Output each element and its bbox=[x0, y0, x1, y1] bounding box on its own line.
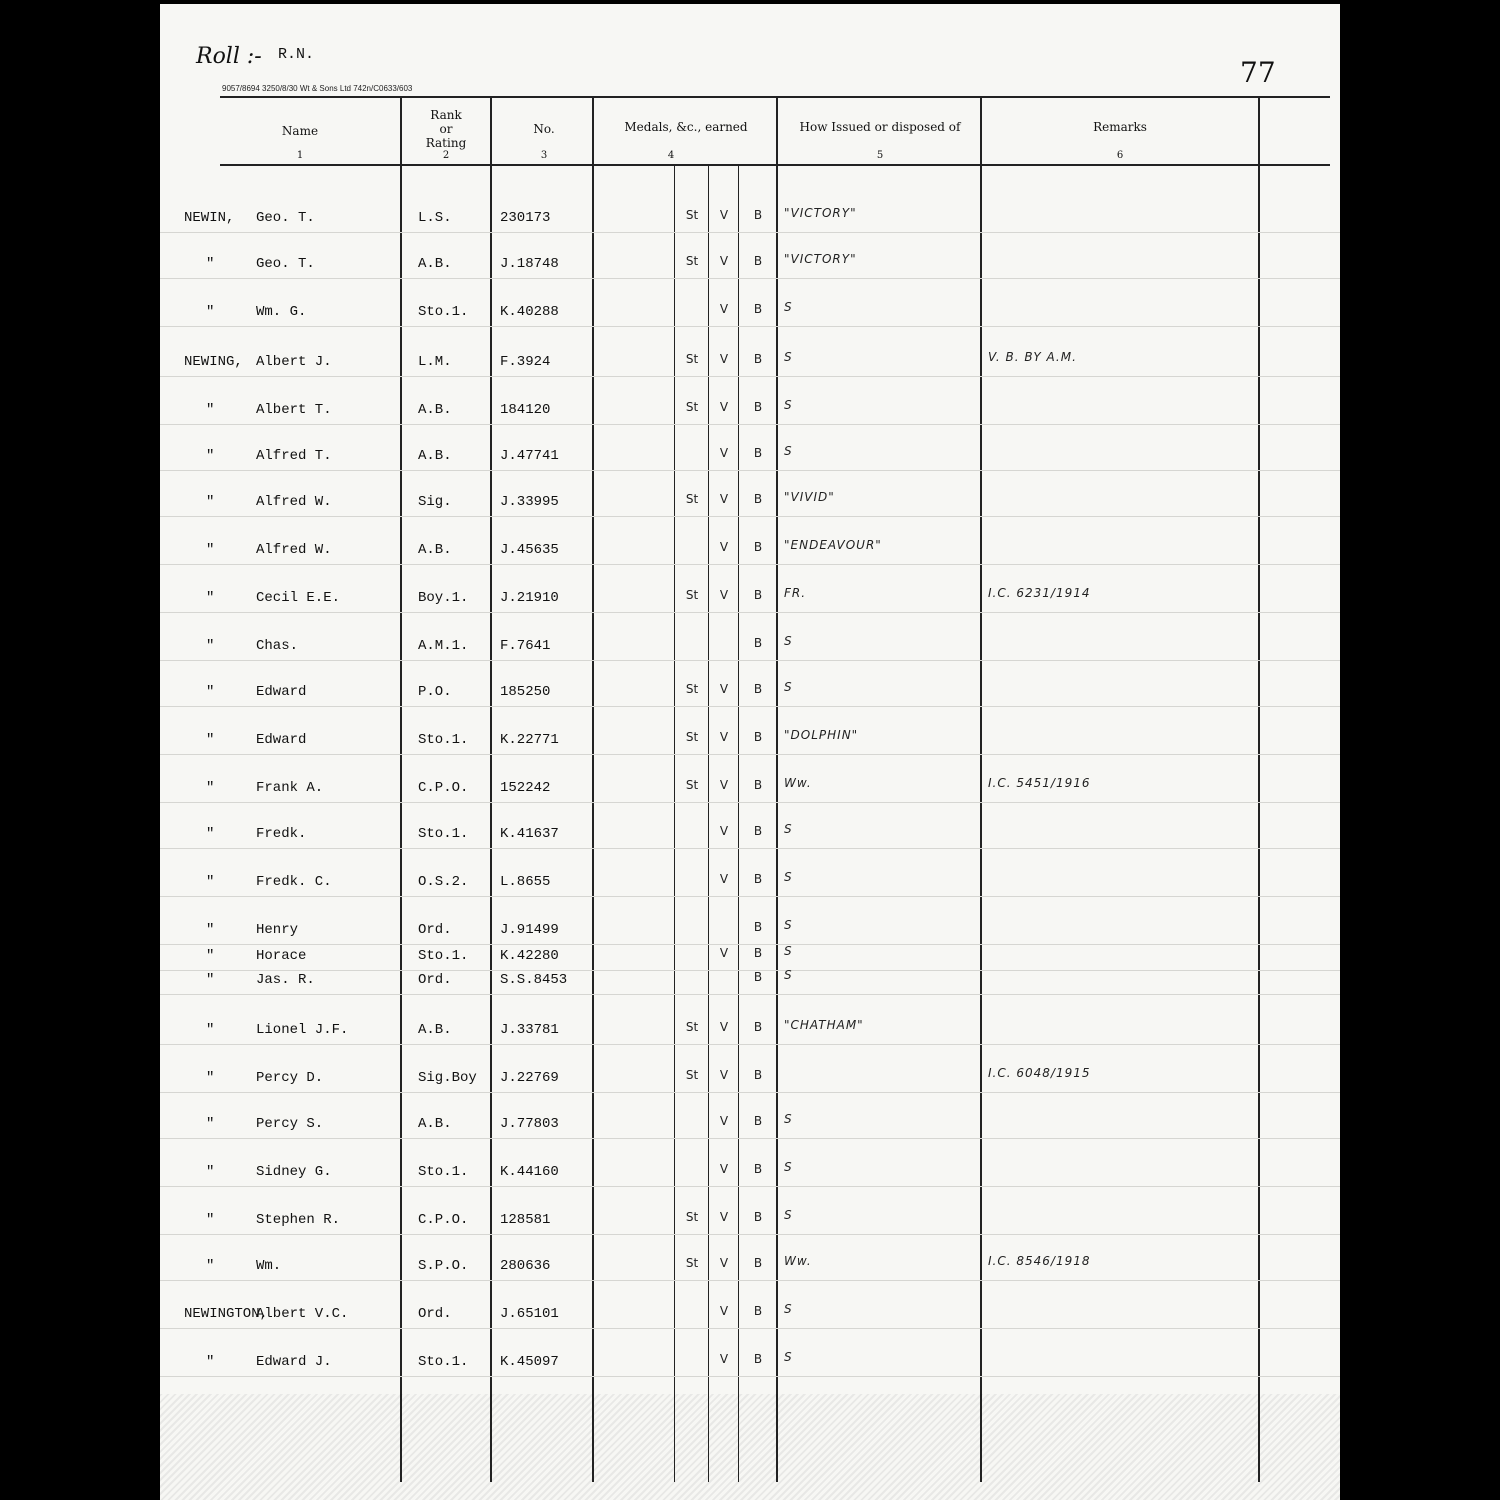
medal-victory: V bbox=[719, 1162, 729, 1176]
entry-surname: NEWING, bbox=[184, 354, 243, 370]
entry-forenames: Alfred T. bbox=[256, 448, 332, 464]
medal-british-war: B bbox=[753, 540, 763, 554]
row-rule bbox=[160, 1376, 1340, 1377]
medal-victory: V bbox=[719, 872, 729, 886]
entry-number: 280636 bbox=[500, 1258, 551, 1274]
entry-forenames: Wm. G. bbox=[256, 304, 307, 320]
medal-british-war: B bbox=[753, 1210, 763, 1224]
entry-rank: Sig. bbox=[418, 494, 452, 510]
medal-british-war: B bbox=[753, 920, 763, 934]
medal-british-war: B bbox=[753, 824, 763, 838]
medal-victory: V bbox=[719, 778, 729, 792]
col-header-name: Name bbox=[281, 124, 319, 138]
entry-rank: S.P.O. bbox=[418, 1258, 469, 1274]
row-rule bbox=[160, 516, 1340, 517]
entry-how-issued: S bbox=[784, 634, 793, 648]
entry-number: K.40288 bbox=[500, 304, 559, 320]
entry-how-issued: "DOLPHIN" bbox=[784, 728, 859, 742]
entry-number: F.7641 bbox=[500, 638, 551, 654]
row-rule bbox=[160, 376, 1340, 377]
entry-rank: Sto.1. bbox=[418, 1164, 469, 1180]
medal-victory: V bbox=[719, 1210, 729, 1224]
entry-rank: A.B. bbox=[418, 542, 452, 558]
entry-surname: NEWIN, bbox=[184, 210, 235, 226]
medal-star: St bbox=[685, 400, 699, 414]
entry-forenames: Chas. bbox=[256, 638, 299, 654]
entry-forenames: Lionel J.F. bbox=[256, 1022, 349, 1038]
medal-victory: V bbox=[719, 400, 729, 414]
col-header-medals: Medals, &c., earned bbox=[624, 120, 748, 134]
entry-forenames: Edward bbox=[256, 684, 307, 700]
entry-number: J.91499 bbox=[500, 922, 559, 938]
entry-forenames: Stephen R. bbox=[256, 1212, 341, 1228]
medal-subcol-rule bbox=[738, 166, 739, 1482]
entry-forenames: Geo. T. bbox=[256, 210, 315, 226]
row-rule bbox=[160, 278, 1340, 279]
entry-number: 185250 bbox=[500, 684, 551, 700]
entry-surname: " bbox=[206, 972, 215, 988]
entry-surname: " bbox=[206, 948, 215, 964]
row-rule bbox=[160, 232, 1340, 233]
entry-number: J.33995 bbox=[500, 494, 559, 510]
entry-surname: " bbox=[206, 732, 215, 748]
print-code: 9057/8694 3250/8/30 Wt & Sons Ltd 742n/C0633/603 bbox=[222, 84, 413, 93]
entry-surname: " bbox=[206, 1258, 215, 1274]
medal-victory: V bbox=[719, 682, 729, 696]
entry-surname: " bbox=[206, 826, 215, 842]
entry-rank: A.B. bbox=[418, 1022, 452, 1038]
entry-rank: Ord. bbox=[418, 1306, 452, 1322]
paper-wear bbox=[160, 1394, 1340, 1500]
col-rule bbox=[592, 96, 594, 1482]
entry-surname: " bbox=[206, 304, 215, 320]
row-rule bbox=[160, 944, 1340, 945]
entry-rank: C.P.O. bbox=[418, 780, 469, 796]
medal-star: St bbox=[685, 1210, 699, 1224]
row-rule bbox=[160, 754, 1340, 755]
medal-star: St bbox=[685, 730, 699, 744]
entry-forenames: Percy D. bbox=[256, 1070, 324, 1086]
medal-british-war: B bbox=[753, 254, 763, 268]
entry-forenames: Fredk. C. bbox=[256, 874, 332, 890]
medal-victory: V bbox=[719, 730, 729, 744]
medal-victory: V bbox=[719, 254, 729, 268]
medal-victory: V bbox=[719, 946, 729, 960]
entry-surname: " bbox=[206, 542, 215, 558]
entry-rank: A.B. bbox=[418, 1116, 452, 1132]
entry-forenames: Edward J. bbox=[256, 1354, 332, 1370]
medal-british-war: B bbox=[753, 1114, 763, 1128]
entry-how-issued: S bbox=[784, 1302, 793, 1316]
entry-how-issued: Ww. bbox=[784, 1254, 812, 1268]
entry-rank: O.S.2. bbox=[418, 874, 469, 890]
entry-rank: Sto.1. bbox=[418, 304, 469, 320]
medal-star: St bbox=[685, 492, 699, 506]
entry-surname: " bbox=[206, 1070, 215, 1086]
entry-surname: " bbox=[206, 684, 215, 700]
entry-number: J.77803 bbox=[500, 1116, 559, 1132]
row-rule bbox=[160, 1186, 1340, 1187]
row-rule bbox=[160, 1138, 1340, 1139]
medal-british-war: B bbox=[753, 492, 763, 506]
entry-number: K.22771 bbox=[500, 732, 559, 748]
col-number-1: 1 bbox=[296, 150, 304, 161]
entry-rank: Sto.1. bbox=[418, 1354, 469, 1370]
entry-number: K.41637 bbox=[500, 826, 559, 842]
entry-how-issued: "CHATHAM" bbox=[784, 1018, 864, 1032]
col-rule bbox=[400, 96, 402, 1482]
entry-rank: A.B. bbox=[418, 402, 452, 418]
roll-label: Roll :- bbox=[196, 44, 262, 69]
entry-remarks: V. B. BY A.M. bbox=[988, 350, 1077, 364]
header-bottom-rule bbox=[220, 164, 1330, 166]
entry-forenames: Alfred W. bbox=[256, 542, 332, 558]
entry-how-issued: "VIVID" bbox=[784, 490, 835, 504]
entry-number: S.S.8453 bbox=[500, 972, 568, 988]
entry-number: J.47741 bbox=[500, 448, 559, 464]
entry-forenames: Edward bbox=[256, 732, 307, 748]
row-rule bbox=[160, 1092, 1340, 1093]
header-top-rule bbox=[220, 96, 1330, 98]
col-rule bbox=[1258, 96, 1260, 1482]
entry-how-issued: S bbox=[784, 870, 793, 884]
col-header-issued: How Issued or disposed of bbox=[799, 120, 961, 134]
medal-british-war: B bbox=[753, 208, 763, 222]
entry-surname: " bbox=[206, 256, 215, 272]
row-rule bbox=[160, 326, 1340, 327]
col-header-no: No. bbox=[533, 122, 555, 136]
row-rule bbox=[160, 848, 1340, 849]
entry-remarks: I.C. 8546/1918 bbox=[988, 1254, 1091, 1268]
entry-number: 184120 bbox=[500, 402, 551, 418]
medal-star: St bbox=[685, 1068, 699, 1082]
entry-number: 128581 bbox=[500, 1212, 551, 1228]
medal-british-war: B bbox=[753, 1068, 763, 1082]
entry-forenames: Albert T. bbox=[256, 402, 332, 418]
medal-victory: V bbox=[719, 1304, 729, 1318]
roll-sheet bbox=[160, 4, 1340, 1500]
entry-forenames: Sidney G. bbox=[256, 1164, 332, 1180]
service-label: R.N. bbox=[278, 46, 315, 63]
medal-victory: V bbox=[719, 1256, 729, 1270]
row-rule bbox=[160, 660, 1340, 661]
row-rule bbox=[160, 424, 1340, 425]
entry-forenames: Henry bbox=[256, 922, 299, 938]
row-rule bbox=[160, 612, 1340, 613]
medal-british-war: B bbox=[753, 1162, 763, 1176]
medal-victory: V bbox=[719, 352, 729, 366]
entry-rank: Sig.Boy bbox=[418, 1070, 477, 1086]
entry-number: J.65101 bbox=[500, 1306, 559, 1322]
medal-star: St bbox=[685, 778, 699, 792]
entry-surname: " bbox=[206, 590, 215, 606]
row-rule bbox=[160, 1280, 1340, 1281]
row-rule bbox=[160, 896, 1340, 897]
entry-number: J.22769 bbox=[500, 1070, 559, 1086]
entry-rank: P.O. bbox=[418, 684, 452, 700]
col-rule bbox=[776, 96, 778, 1482]
medal-british-war: B bbox=[753, 778, 763, 792]
medal-victory: V bbox=[719, 540, 729, 554]
entry-surname: " bbox=[206, 402, 215, 418]
entry-how-issued: S bbox=[784, 1350, 793, 1364]
medal-british-war: B bbox=[753, 636, 763, 650]
entry-surname: " bbox=[206, 1116, 215, 1132]
entry-how-issued: S bbox=[784, 398, 793, 412]
entry-rank: A.B. bbox=[418, 256, 452, 272]
entry-rank: A.B. bbox=[418, 448, 452, 464]
entry-forenames: Alfred W. bbox=[256, 494, 332, 510]
medal-british-war: B bbox=[753, 588, 763, 602]
entry-forenames: Albert J. bbox=[256, 354, 332, 370]
col-number-3: 3 bbox=[540, 150, 548, 161]
medal-british-war: B bbox=[753, 1020, 763, 1034]
entry-rank: Ord. bbox=[418, 972, 452, 988]
entry-forenames: Cecil E.E. bbox=[256, 590, 341, 606]
col-rule bbox=[980, 96, 982, 1482]
entry-number: J.18748 bbox=[500, 256, 559, 272]
medal-british-war: B bbox=[753, 302, 763, 316]
entry-number: J.45635 bbox=[500, 542, 559, 558]
entry-surname: NEWINGTON, bbox=[184, 1306, 269, 1322]
entry-how-issued: S bbox=[784, 444, 793, 458]
row-rule bbox=[160, 994, 1340, 995]
medal-subcol-rule bbox=[674, 166, 675, 1482]
medal-star: St bbox=[685, 352, 699, 366]
entry-how-issued: S bbox=[784, 968, 793, 982]
entry-rank: Ord. bbox=[418, 922, 452, 938]
medal-star: St bbox=[685, 682, 699, 696]
entry-forenames: Percy S. bbox=[256, 1116, 324, 1132]
row-rule bbox=[160, 706, 1340, 707]
col-number-6: 6 bbox=[1116, 150, 1124, 161]
entry-rank: Sto.1. bbox=[418, 948, 469, 964]
entry-how-issued: FR. bbox=[784, 586, 807, 600]
entry-how-issued: S bbox=[784, 918, 793, 932]
row-rule bbox=[160, 1234, 1340, 1235]
entry-surname: " bbox=[206, 638, 215, 654]
entry-rank: C.P.O. bbox=[418, 1212, 469, 1228]
entry-how-issued: "VICTORY" bbox=[784, 206, 857, 220]
entry-how-issued: S bbox=[784, 680, 793, 694]
medal-british-war: B bbox=[753, 872, 763, 886]
medal-british-war: B bbox=[753, 352, 763, 366]
medal-star: St bbox=[685, 1256, 699, 1270]
medal-british-war: B bbox=[753, 446, 763, 460]
entry-how-issued: S bbox=[784, 1208, 793, 1222]
entry-remarks: I.C. 6231/1914 bbox=[988, 586, 1091, 600]
entry-rank: L.M. bbox=[418, 354, 452, 370]
entry-number: J.21910 bbox=[500, 590, 559, 606]
medal-star: St bbox=[685, 254, 699, 268]
row-rule bbox=[160, 1328, 1340, 1329]
entry-surname: " bbox=[206, 922, 215, 938]
medal-subcol-rule bbox=[708, 166, 709, 1482]
medal-star: St bbox=[685, 1020, 699, 1034]
entry-forenames: Albert V.C. bbox=[256, 1306, 349, 1322]
entry-number: 152242 bbox=[500, 780, 551, 796]
entry-how-issued: S bbox=[784, 300, 793, 314]
entry-forenames: Geo. T. bbox=[256, 256, 315, 272]
entry-forenames: Jas. R. bbox=[256, 972, 315, 988]
medal-victory: V bbox=[719, 1114, 729, 1128]
entry-surname: " bbox=[206, 780, 215, 796]
entry-number: K.42280 bbox=[500, 948, 559, 964]
medal-victory: V bbox=[719, 302, 729, 316]
row-rule bbox=[160, 564, 1340, 565]
entry-number: K.44160 bbox=[500, 1164, 559, 1180]
medal-british-war: B bbox=[753, 400, 763, 414]
medal-victory: V bbox=[719, 446, 729, 460]
entry-surname: " bbox=[206, 448, 215, 464]
entry-how-issued: S bbox=[784, 1112, 793, 1126]
entry-rank: Sto.1. bbox=[418, 732, 469, 748]
entry-number: 230173 bbox=[500, 210, 551, 226]
row-rule bbox=[160, 802, 1340, 803]
entry-surname: " bbox=[206, 1022, 215, 1038]
col-rule bbox=[490, 96, 492, 1482]
medal-british-war: B bbox=[753, 730, 763, 744]
entry-number: J.33781 bbox=[500, 1022, 559, 1038]
entry-how-issued: "ENDEAVOUR" bbox=[784, 538, 882, 552]
medal-british-war: B bbox=[753, 1256, 763, 1270]
entry-forenames: Wm. bbox=[256, 1258, 282, 1274]
entry-remarks: I.C. 5451/1916 bbox=[988, 776, 1091, 790]
entry-how-issued: S bbox=[784, 1160, 793, 1174]
entry-number: L.8655 bbox=[500, 874, 551, 890]
entry-surname: " bbox=[206, 874, 215, 890]
medal-victory: V bbox=[719, 492, 729, 506]
entry-surname: " bbox=[206, 1164, 215, 1180]
entry-remarks: I.C. 6048/1915 bbox=[988, 1066, 1091, 1080]
entry-forenames: Horace bbox=[256, 948, 307, 964]
medal-victory: V bbox=[719, 588, 729, 602]
entry-how-issued: "VICTORY" bbox=[784, 252, 857, 266]
medal-star: St bbox=[685, 588, 699, 602]
medal-british-war: B bbox=[753, 946, 763, 960]
medal-british-war: B bbox=[753, 682, 763, 696]
entry-surname: " bbox=[206, 1212, 215, 1228]
entry-rank: L.S. bbox=[418, 210, 452, 226]
medal-victory: V bbox=[719, 824, 729, 838]
col-number-5: 5 bbox=[876, 150, 884, 161]
entry-surname: " bbox=[206, 494, 215, 510]
entry-how-issued: Ww. bbox=[784, 776, 812, 790]
entry-surname: " bbox=[206, 1354, 215, 1370]
row-rule bbox=[160, 1044, 1340, 1045]
col-header-remarks: Remarks bbox=[1093, 120, 1147, 134]
medal-british-war: B bbox=[753, 1304, 763, 1318]
medal-victory: V bbox=[719, 1068, 729, 1082]
medal-star: St bbox=[685, 208, 699, 222]
entry-number: K.45097 bbox=[500, 1354, 559, 1370]
entry-how-issued: S bbox=[784, 350, 793, 364]
col-number-4: 4 bbox=[667, 150, 675, 161]
entry-number: F.3924 bbox=[500, 354, 551, 370]
medal-british-war: B bbox=[753, 1352, 763, 1366]
medal-victory: V bbox=[719, 1020, 729, 1034]
col-header-rank: Rank or Rating bbox=[425, 108, 467, 150]
col-number-2: 2 bbox=[442, 150, 450, 161]
entry-forenames: Fredk. bbox=[256, 826, 307, 842]
medal-british-war: B bbox=[753, 970, 763, 984]
entry-how-issued: S bbox=[784, 822, 793, 836]
entry-how-issued: S bbox=[784, 944, 793, 958]
entry-rank: A.M.1. bbox=[418, 638, 469, 654]
medal-victory: V bbox=[719, 1352, 729, 1366]
entry-forenames: Frank A. bbox=[256, 780, 324, 796]
medal-victory: V bbox=[719, 208, 729, 222]
entry-rank: Boy.1. bbox=[418, 590, 469, 606]
entry-rank: Sto.1. bbox=[418, 826, 469, 842]
row-rule bbox=[160, 470, 1340, 471]
page-number: 77 bbox=[1240, 56, 1276, 89]
